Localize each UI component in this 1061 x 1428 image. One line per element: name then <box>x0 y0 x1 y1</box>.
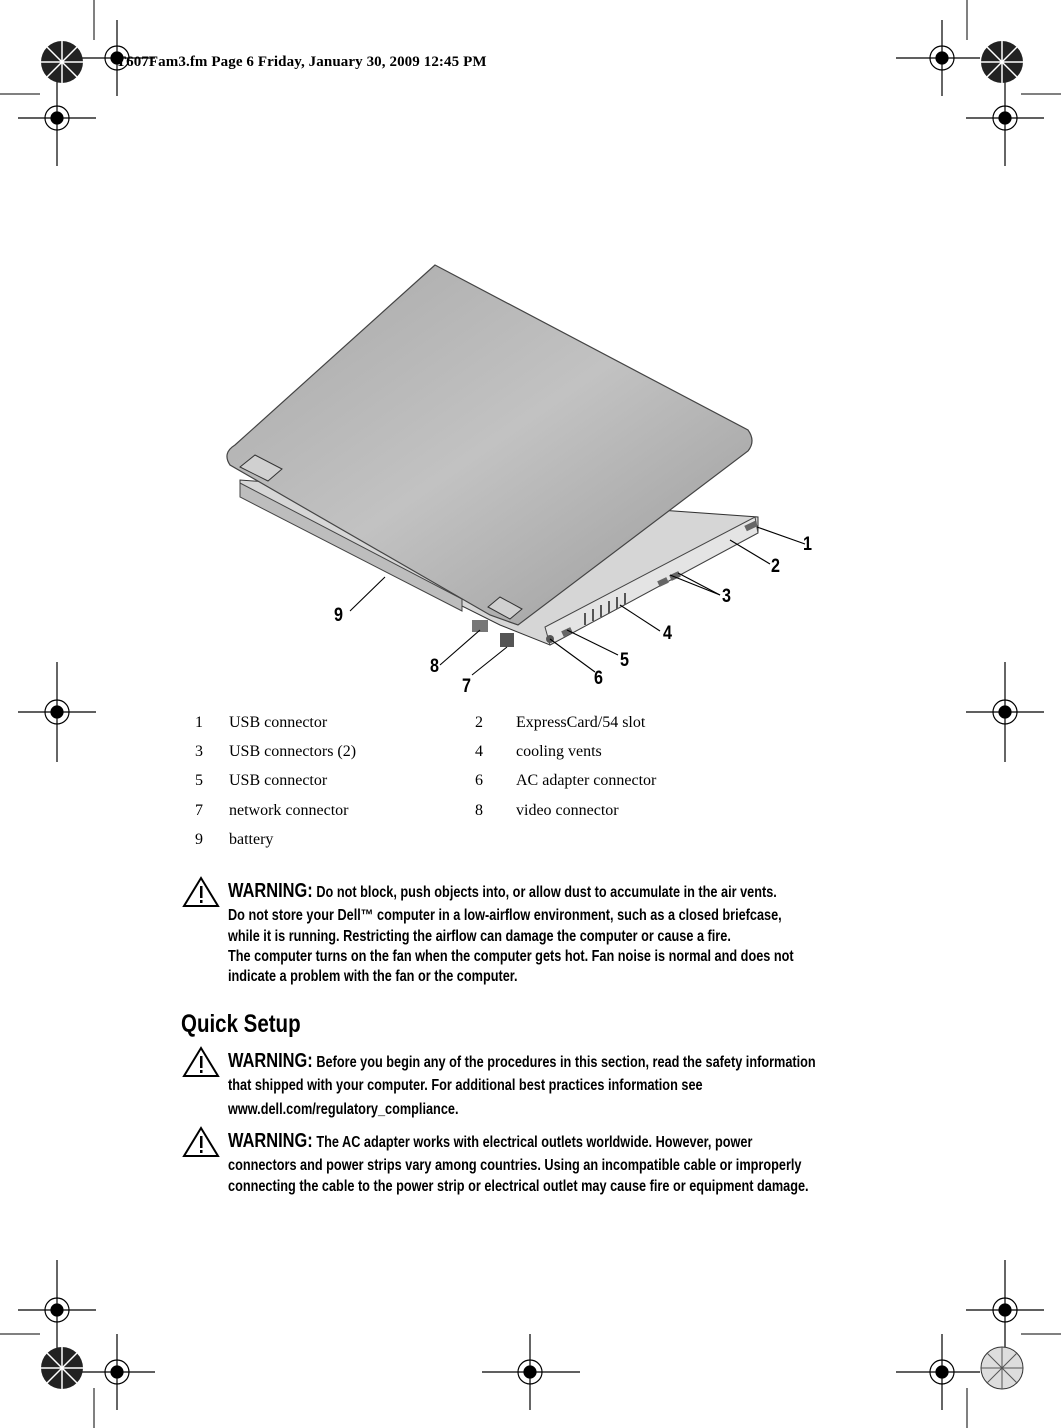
warning-3-text: The AC adapter works with electrical outlets worldwide. However, power <box>316 1134 753 1151</box>
laptop-back-illustration <box>200 255 840 695</box>
callout-6: 6 <box>594 668 603 689</box>
callout-9: 9 <box>334 605 343 626</box>
legend-row <box>180 743 740 772</box>
legend-label: ExpressCard/54 slot <box>516 714 646 731</box>
legend-number: 6 <box>475 772 483 790</box>
callout-7: 7 <box>462 676 471 697</box>
callout-2: 2 <box>771 556 780 577</box>
legend-label: video connector <box>516 801 619 819</box>
warning-3-first-line <box>228 1130 752 1153</box>
callout-1: 1 <box>803 534 812 555</box>
warning-1-first-line <box>228 880 777 903</box>
warning-icon <box>182 1126 220 1158</box>
legend-label: battery <box>229 830 274 848</box>
warning-3-text: connecting the cable to the power strip or electrical outlet may cause fire or equipment damage. <box>228 1178 809 1195</box>
legend-number: 2 <box>475 714 483 731</box>
warning-2-first-line <box>228 1050 816 1073</box>
legend-number: 5 <box>195 772 203 790</box>
warning-2-text: that shipped with your computer. For additional best practices information see <box>228 1077 703 1094</box>
warning-3-text: connectors and power strips vary among countries. Using an incompatible cable or improperly <box>228 1157 802 1174</box>
legend-label: USB connector <box>229 772 328 790</box>
warning-1-text: Do not store your Dell™ computer in a low-airflow environment, such as a closed briefcase, <box>228 907 782 924</box>
warning-2-link: www.dell.com/regulatory_compliance. <box>228 1101 459 1118</box>
warning-2-text: Before you begin any of the procedures in this section, read the safety information <box>316 1054 816 1071</box>
legend-number: 7 <box>195 801 203 819</box>
legend-label: AC adapter connector <box>516 772 657 790</box>
legend-number: 1 <box>195 714 203 731</box>
page-header: T607Fam3.fm Page 6 Friday, January 30, 2009 12:45 PM <box>116 54 487 70</box>
legend-label: USB connector <box>229 714 328 731</box>
legend-number: 4 <box>475 743 483 761</box>
warning-3-title: WARNING: <box>228 1130 313 1152</box>
section-title: Quick Setup <box>181 1010 301 1038</box>
legend-row <box>180 831 740 860</box>
warning-1-title: WARNING: <box>228 880 313 902</box>
callout-4: 4 <box>663 623 672 644</box>
callout-3: 3 <box>722 586 731 607</box>
callout-5: 5 <box>620 650 629 671</box>
warning-2-title: WARNING: <box>228 1050 313 1072</box>
legend-table <box>180 714 740 860</box>
legend-label: cooling vents <box>516 743 602 761</box>
warning-1-text: while it is running. Restricting the airflow can damage the computer or cause a fire. <box>228 928 731 945</box>
legend-number: 3 <box>195 743 203 761</box>
legend-number: 9 <box>195 830 203 848</box>
warning-1-text: Do not block, push objects into, or allow dust to accumulate in the air vents. <box>316 884 777 901</box>
warning-1-text: The computer turns on the fan when the computer gets hot. Fan noise is normal and does not <box>228 948 794 965</box>
legend-row <box>180 772 740 801</box>
legend-label: USB connectors (2) <box>229 743 357 761</box>
legend-label: network connector <box>229 801 349 819</box>
legend-row <box>180 714 740 743</box>
callout-8: 8 <box>430 656 439 677</box>
warning-1-text: indicate a problem with the fan or the computer. <box>228 968 518 985</box>
warning-icon <box>182 1046 220 1078</box>
warning-icon <box>182 876 220 908</box>
legend-row <box>180 802 740 831</box>
legend-number: 8 <box>475 801 483 819</box>
